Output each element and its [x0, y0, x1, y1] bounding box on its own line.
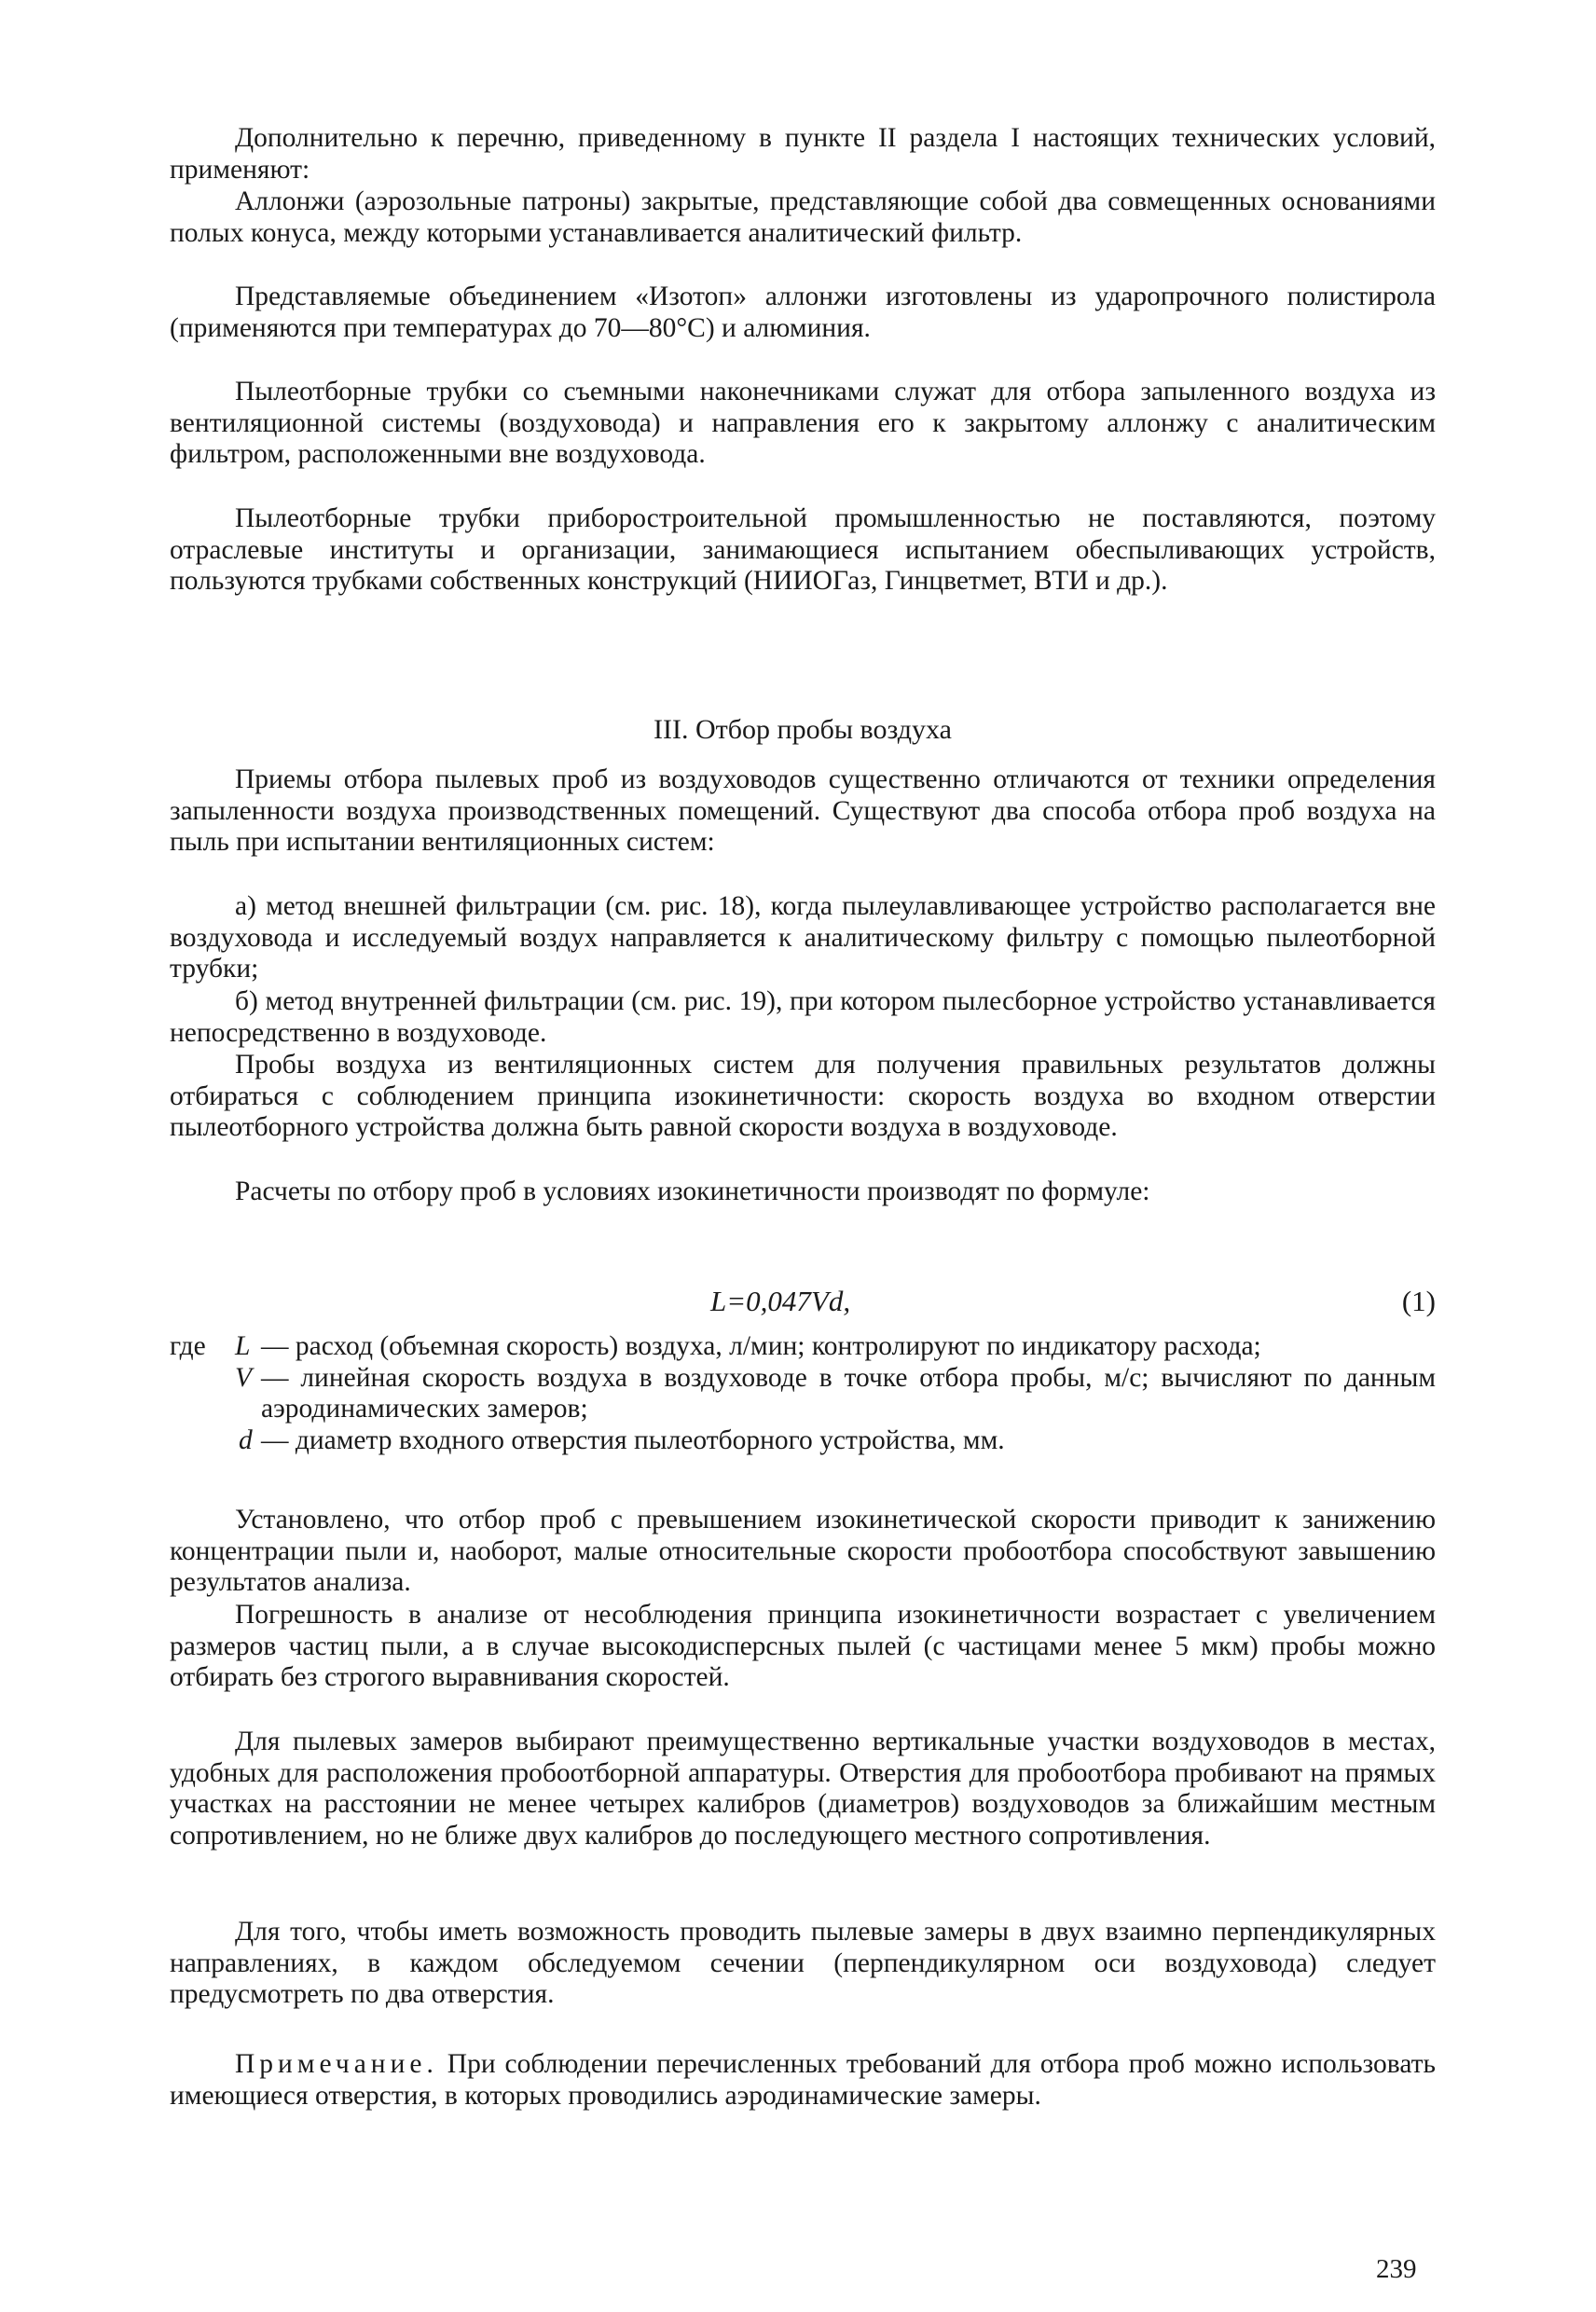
- formula-number: (1): [1401, 1285, 1436, 1317]
- definition-V-description: — линейная скорость воздуха в воздуховоде в точке отбора пробы, м/с; вычисляют по данным аэродинамических замеров;: [261, 1362, 1436, 1424]
- paragraph-isokinetic: Пробы воздуха из вентиляционных систем для получения правильных результатов должны отбираться с соблюдением принципа изокинетичности: скорость воздуха во входном отверстии пылеотборного устройства должна быть равной скорости воздуха в воздуховоде.: [170, 1050, 1436, 1142]
- formula-definitions: [170, 1331, 1436, 1456]
- note-label: Примечание.: [235, 2049, 438, 2079]
- paragraph-sampling-methods: Приемы отбора пылевых проб из воздуховодов существенно отличаются от техники определения запыленности воздуха производственных помещений. Существуют два способа отбора проб воздуха на пыль при испытании вентиляционных систем:: [170, 764, 1436, 857]
- definition-symbol-V: V: [235, 1362, 253, 1393]
- paragraph-formula-intro: Расчеты по отбору проб в условиях изокинетичности производят по формуле:: [235, 1177, 1150, 1206]
- paragraph-intro: Дополнительно к перечню, приведенному в пункте II раздела I настоящих технических условий, применяют:: [170, 123, 1436, 185]
- paragraph-method-b: б) метод внутренней фильтрации (см. рис. 19), при котором пылесборное устройство устанавливается непосредственно в воздуховоде.: [170, 986, 1436, 1048]
- paragraph-two-holes: Для того, чтобы иметь возможность проводить пылевые замеры в двух взаимно перпендикулярных направлениях, в каждом обследуемом сечении (перпендикулярном оси воздуховода) следует предусмотреть по два отверстия.: [170, 1917, 1436, 2009]
- formula-expression: L=0,047Vd,: [710, 1285, 851, 1317]
- definition-text-L: [170, 1331, 1436, 1363]
- paragraph-method-a: а) метод внешней фильтрации (см. рис. 18), когда пылеулавливающее устройство располагается вне воздуховода и исследуемый воздух направляется к аналитическому фильтру с помощью пылеотборной трубки;: [170, 891, 1436, 984]
- definition-where: где: [170, 1331, 206, 1361]
- page-number: 239: [1376, 2254, 1417, 2284]
- paragraph-locations: Для пылевых замеров выбирают преимущественно вертикальные участки воздуховодов в местах, удобных для расположения пробоотборной аппаратуры. Отверстия для пробоотбора пробивают на прямых участках на расстоянии не менее четырех калибров (диаметров) воздуховодов за ближайшим местным сопротивлением, но не ближе двух калибров до последующего местного сопротивления.: [170, 1727, 1436, 1851]
- definition-symbol-L: L: [235, 1331, 251, 1361]
- definition-L-description: — расход (объемная скорость) воздуха, л/мин; контролируют по индикатору расхода;: [261, 1331, 1261, 1361]
- definition-text-d: [170, 1425, 1436, 1457]
- paragraph-note: [170, 2049, 1436, 2112]
- paragraph-error: Погрешность в анализе от несоблюдения принципа изокинетичности возрастает с увеличением размеров частиц пыли, а в случае высокодисперсных пылей (с частицами менее 5 мкм) пробы можно отбирать без строгого выравнивания скоростей.: [170, 1600, 1436, 1692]
- paragraph-isotope: Представляемые объединением «Изотоп» аллонжи изготовлены из ударопрочного полистирола (применяются при температурах до 70—80°С) и алюминия.: [170, 282, 1436, 343]
- paragraph-excess-speed: Установлено, что отбор проб с превышением изокинетической скорости приводит к занижению концентрации пыли и, наоборот, малые относительные скорости пробоотбора способствуют завышению результатов анализа.: [170, 1505, 1436, 1597]
- definition-symbol-d: d: [239, 1424, 253, 1455]
- paragraph-tubes-supply: Пылеотборные трубки приборостроительной промышленностью не поставляются, поэтому отраслевые институты и организации, занимающиеся испытанием обеспыливающих устройств, пользуются трубками собственных конструкций (НИИОГаз, Гинцветмет, ВТИ и др.).: [170, 503, 1436, 596]
- section-heading: III. Отбор пробы воздуха: [654, 714, 952, 745]
- definition-d-description: — диаметр входного отверстия пылеотборного устройства, мм.: [261, 1424, 1005, 1455]
- paragraph-allonges: Аллонжи (аэрозольные патроны) закрытые, представляющие собой два совмещенных основаниями полых конуса, между которыми устанавливается аналитический фильтр.: [170, 186, 1436, 248]
- note-text: При соблюдении перечисленных требований для отбора проб можно использовать имеющиеся отверстия, в которых проводились аэродинамические замеры.: [170, 2049, 1437, 2111]
- definition-text-V: [170, 1363, 1436, 1425]
- definition-L: [170, 1331, 1436, 1363]
- definition-d: [170, 1425, 1436, 1457]
- definition-V: [170, 1363, 1436, 1425]
- paragraph-dust-tubes: Пылеотборные трубки со съемными наконечниками служат для отбора запыленного воздуха из вентиляционной системы (воздуховода) и направления его к закрытому аллонжу с аналитическим фильтром, расположенными вне воздуховода.: [170, 377, 1436, 469]
